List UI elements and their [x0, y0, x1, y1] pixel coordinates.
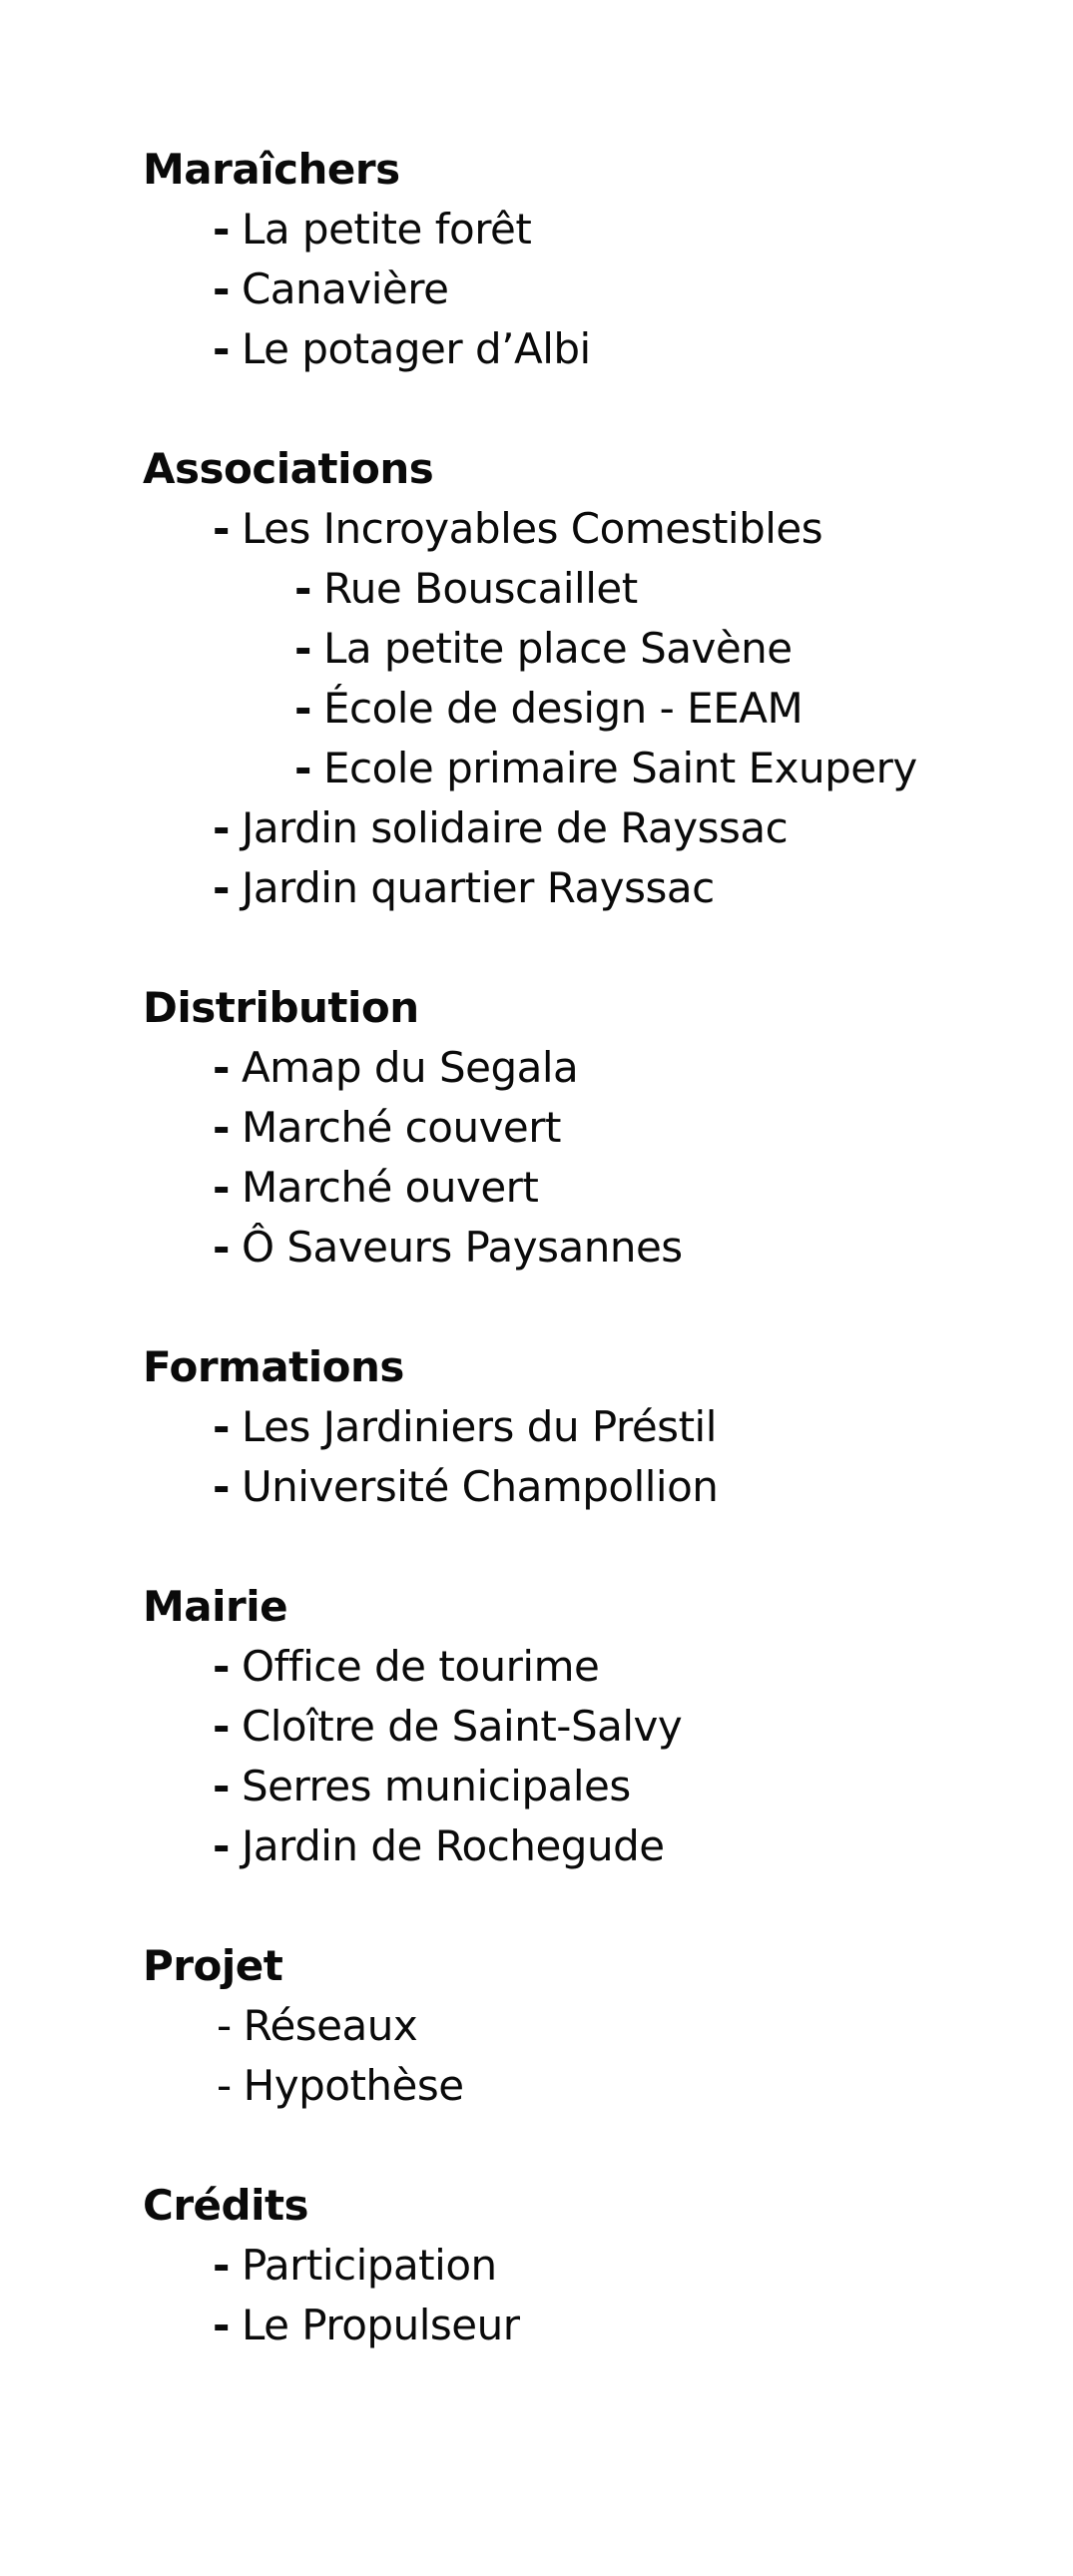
- dash-bullet: -: [213, 205, 230, 254]
- menu-item-label: La petite forêt: [241, 205, 532, 254]
- dash-bullet: -: [213, 1642, 230, 1691]
- dash-bullet: -: [217, 2061, 232, 2110]
- menu-item-label: Réseaux: [243, 2001, 418, 2050]
- menu-item-label: Amap du Segala: [241, 1043, 579, 1092]
- menu-item-label: Jardin quartier Rayssac: [241, 863, 715, 912]
- menu-item-label: Le Propulseur: [241, 2301, 520, 2349]
- menu-item-label: La petite place Savène: [322, 624, 793, 673]
- dash-bullet: -: [213, 1402, 230, 1451]
- dash-bullet: -: [213, 2301, 230, 2349]
- section-heading[interactable]: Projet: [143, 1941, 283, 1990]
- section-heading[interactable]: Maraîchers: [143, 145, 400, 194]
- menu-item-label: Jardin solidaire de Rayssac: [241, 803, 789, 852]
- dash-bullet: -: [213, 1043, 230, 1092]
- section-heading[interactable]: Distribution: [143, 983, 419, 1032]
- menu-item-label: Ecole primaire Saint Exupery: [322, 744, 917, 792]
- menu-item-label: École de design - EEAM: [322, 684, 804, 733]
- section-projet: [143, 1936, 1041, 2116]
- menu-item-office-de-tourisme[interactable]: [143, 1637, 1041, 1697]
- section-heading[interactable]: Crédits: [143, 2181, 309, 2230]
- menu-item-label: Les Jardiniers du Préstil: [241, 1402, 717, 1451]
- menu-item-label: Rue Bouscaillet: [322, 564, 638, 613]
- section-associations: [143, 439, 1041, 918]
- menu-item-label: Canavière: [241, 264, 449, 313]
- menu-item-jardin-quartier-rayssac[interactable]: [143, 858, 1041, 918]
- menu-item-label: Le potager d’Albi: [241, 324, 591, 373]
- menu-item-label: Serres municipales: [241, 1762, 631, 1810]
- menu-item-label: Marché ouvert: [241, 1163, 539, 1212]
- dash-bullet: -: [213, 1223, 230, 1272]
- menu-item-jardin-solidaire-rayssac[interactable]: [143, 798, 1041, 858]
- section-heading[interactable]: Formations: [143, 1342, 404, 1391]
- section-credits: [143, 2176, 1041, 2355]
- dash-bullet: -: [213, 1462, 230, 1511]
- menu-item-cloitre-saint-salvy[interactable]: [143, 1697, 1041, 1757]
- menu-subitem-rue-bouscaillet[interactable]: [143, 559, 1041, 619]
- section-mairie: [143, 1577, 1041, 1876]
- menu-item-la-petite-foret[interactable]: [143, 200, 1041, 259]
- menu-item-label: Cloître de Saint-Salvy: [241, 1702, 683, 1751]
- menu-subitem-petite-place-savene[interactable]: [143, 619, 1041, 679]
- menu-subitem-ecole-de-design[interactable]: [143, 679, 1041, 739]
- dash-bullet: -: [213, 863, 230, 912]
- menu-item-serres-municipales[interactable]: [143, 1757, 1041, 1816]
- section-heading[interactable]: Mairie: [143, 1582, 288, 1631]
- dash-bullet: -: [213, 1702, 230, 1751]
- menu-item-reseaux[interactable]: [143, 1996, 1041, 2056]
- dash-bullet: -: [213, 504, 230, 553]
- dash-bullet: -: [213, 264, 230, 313]
- dash-bullet: -: [294, 624, 311, 673]
- dash-bullet: -: [294, 684, 311, 733]
- section-heading[interactable]: Associations: [143, 444, 434, 493]
- dash-bullet: -: [213, 803, 230, 852]
- menu-item-label: Jardin de Rochegude: [241, 1821, 665, 1870]
- dash-bullet: -: [213, 324, 230, 373]
- dash-bullet: -: [213, 1762, 230, 1810]
- menu-item-universite-champollion[interactable]: [143, 1457, 1041, 1517]
- menu-item-label: Université Champollion: [241, 1462, 719, 1511]
- menu-item-jardin-de-rochegude[interactable]: [143, 1816, 1041, 1876]
- menu-item-label: Participation: [241, 2241, 497, 2290]
- menu-item-marche-couvert[interactable]: [143, 1098, 1041, 1158]
- menu-item-label: Hypothèse: [243, 2061, 464, 2110]
- menu-item-label: Ô Saveurs Paysannes: [241, 1223, 683, 1272]
- menu-item-label: Marché couvert: [241, 1103, 561, 1152]
- menu-item-le-propulseur[interactable]: [143, 2296, 1041, 2355]
- menu-item-incroyables-comestibles[interactable]: [143, 499, 1041, 559]
- menu-item-saveurs-paysannes[interactable]: [143, 1218, 1041, 1278]
- menu-item-label: Les Incroyables Comestibles: [241, 504, 823, 553]
- section-maraichers: [143, 140, 1041, 379]
- dash-bullet: -: [294, 564, 311, 613]
- menu-item-label: Office de tourime: [241, 1642, 600, 1691]
- menu-item-jardiniers-du-prestil[interactable]: [143, 1397, 1041, 1457]
- dash-bullet: -: [294, 744, 311, 792]
- section-formations: [143, 1337, 1041, 1517]
- menu-item-marche-ouvert[interactable]: [143, 1158, 1041, 1218]
- dash-bullet: -: [213, 2241, 230, 2290]
- menu-item-participation[interactable]: [143, 2236, 1041, 2296]
- site-menu: [143, 140, 1041, 2415]
- menu-item-amap-du-segala[interactable]: [143, 1038, 1041, 1098]
- section-distribution: [143, 978, 1041, 1278]
- dash-bullet: -: [213, 1821, 230, 1870]
- menu-item-le-potager-d-albi[interactable]: [143, 319, 1041, 379]
- dash-bullet: -: [213, 1163, 230, 1212]
- menu-item-canaviere[interactable]: [143, 259, 1041, 319]
- menu-subitem-ecole-primaire[interactable]: [143, 739, 1041, 798]
- menu-item-hypothese[interactable]: [143, 2056, 1041, 2116]
- dash-bullet: -: [217, 2001, 232, 2050]
- dash-bullet: -: [213, 1103, 230, 1152]
